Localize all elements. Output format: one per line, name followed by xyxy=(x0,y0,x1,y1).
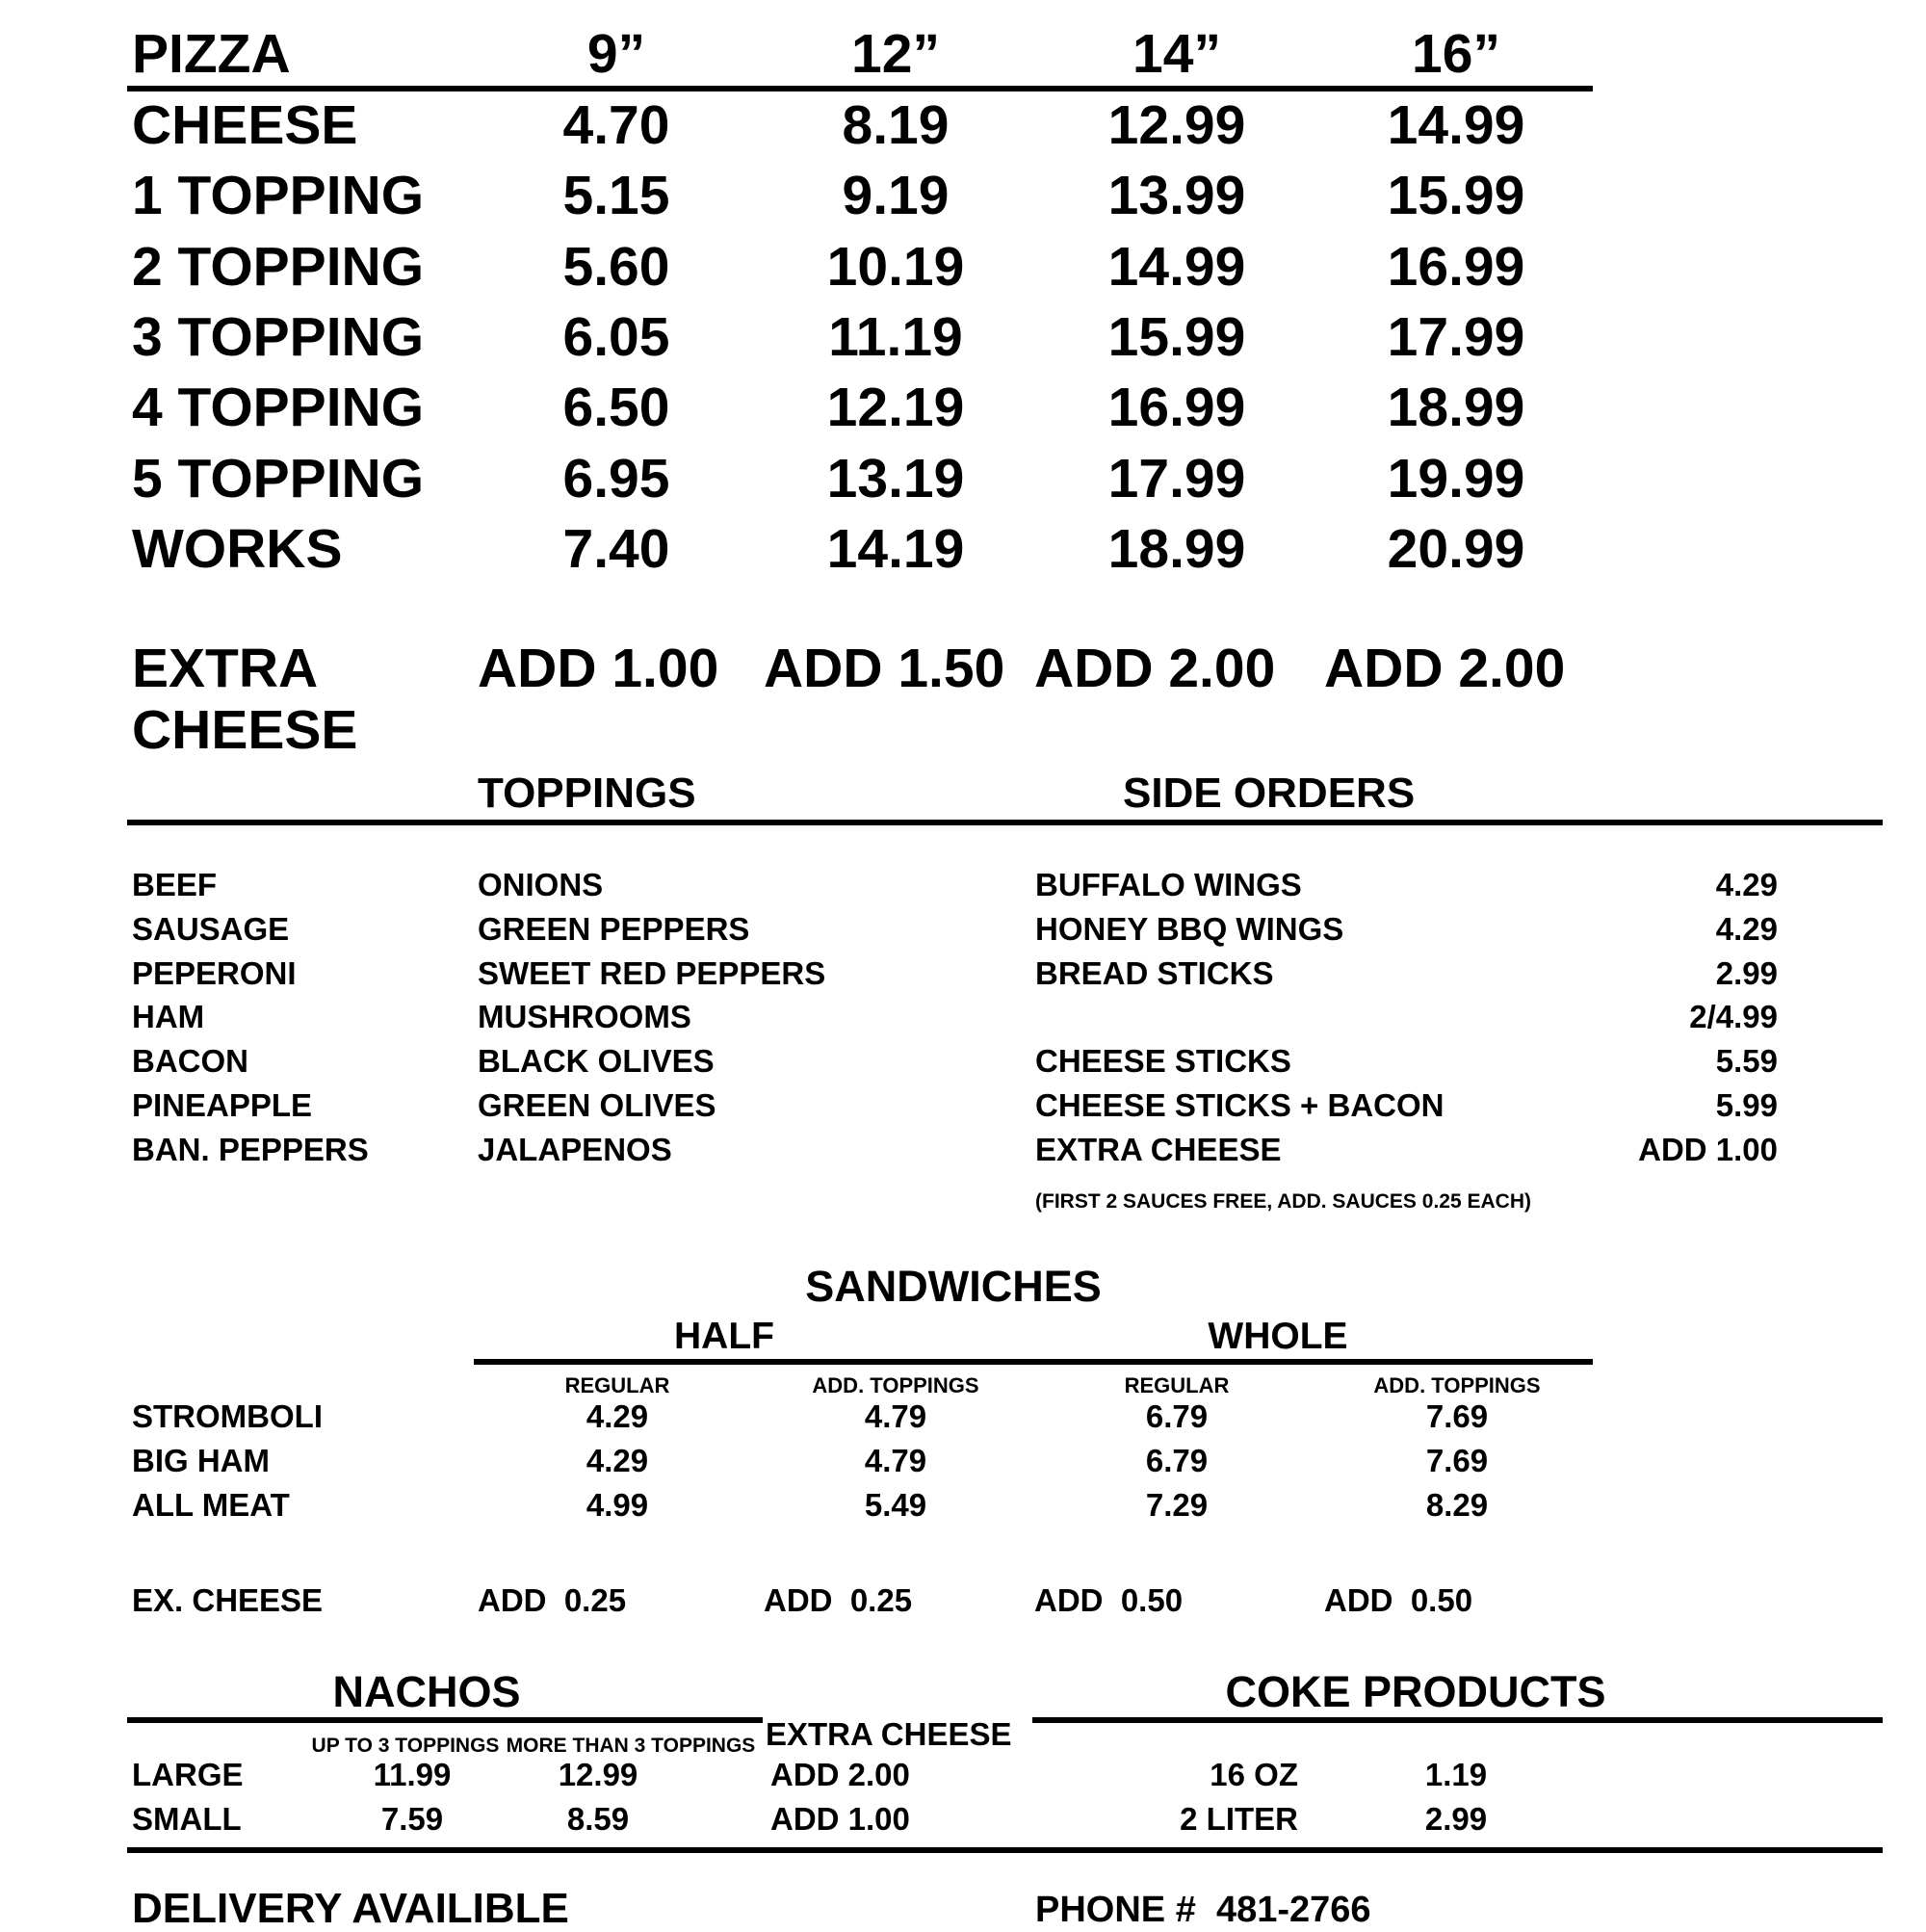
topping-item: SAUSAGE xyxy=(132,910,290,947)
side-order-price: 2.99 xyxy=(1715,954,1778,991)
side-order-price: 5.59 xyxy=(1715,1043,1778,1080)
pizza-size-16: 16” xyxy=(1412,23,1500,85)
sandwich-row-price: 6.79 xyxy=(1145,1442,1209,1478)
pizza-row-price: 19.99 xyxy=(1387,447,1525,509)
pizza-row-price: 6.50 xyxy=(562,377,670,439)
pizza-row-name: 5 TOPPING xyxy=(132,447,425,509)
side-order-name: EXTRA CHEESE xyxy=(1035,1131,1282,1167)
nacho-row-extra-cheese: ADD 1.00 xyxy=(770,1800,910,1837)
pizza-header-label: PIZZA xyxy=(132,23,291,85)
topping-item: BLACK OLIVES xyxy=(478,1043,715,1080)
pizza-row-price: 20.99 xyxy=(1387,517,1525,580)
side-order-price: 4.29 xyxy=(1715,910,1778,947)
pizza-row-price: 15.99 xyxy=(1387,165,1525,227)
pizza-row-price: 18.99 xyxy=(1387,377,1525,439)
coke-row-price: 1.19 xyxy=(1424,1757,1488,1792)
sandwiches-half-header: HALF xyxy=(674,1316,774,1357)
sandwich-row-price: 5.49 xyxy=(864,1486,927,1523)
sandwich-row-price: 7.69 xyxy=(1425,1442,1489,1478)
nacho-row-price: 7.59 xyxy=(380,1800,444,1837)
sandwich-row-name: STROMBOLI xyxy=(132,1398,323,1434)
sandwich-row-price: 7.69 xyxy=(1425,1398,1489,1434)
sandwich-row-price: 4.29 xyxy=(586,1442,649,1478)
extra-cheese-add-12: ADD 1.50 xyxy=(764,638,1005,699)
side-orders-title: SIDE ORDERS xyxy=(1123,770,1416,817)
nacho-row-price: 8.59 xyxy=(566,1800,630,1837)
pizza-row-price: 4.70 xyxy=(562,94,670,156)
topping-item: JALAPENOS xyxy=(478,1131,672,1167)
coke-row-size: 16 OZ xyxy=(1210,1757,1298,1792)
sandwich-row-price: 7.29 xyxy=(1145,1486,1209,1523)
pizza-row-price: 6.05 xyxy=(562,305,670,368)
nacho-row-name: SMALL xyxy=(132,1800,242,1837)
nachos-subheader-more-than-3: MORE THAN 3 TOPPINGS xyxy=(506,1735,756,1757)
sandwich-row-price: 6.79 xyxy=(1145,1398,1209,1434)
sandwich-ex-cheese-half-regular: ADD 0.25 xyxy=(478,1582,627,1618)
extra-cheese-add-14: ADD 2.00 xyxy=(1034,638,1276,699)
topping-item: BAN. PEPPERS xyxy=(132,1131,369,1167)
side-order-name: BREAD STICKS xyxy=(1035,954,1274,991)
extra-cheese-add-16: ADD 2.00 xyxy=(1324,638,1566,699)
pizza-row-price: 9.19 xyxy=(842,165,950,227)
pizza-row-name: 3 TOPPING xyxy=(132,305,425,368)
pizza-size-9: 9” xyxy=(586,23,646,85)
pizza-row-name: 1 TOPPING xyxy=(132,165,425,227)
nachos-subheader-up-to-3: UP TO 3 TOPPINGS xyxy=(311,1735,500,1757)
nacho-row-price: 12.99 xyxy=(558,1757,638,1792)
sandwich-ex-cheese-whole-toppings: ADD 0.50 xyxy=(1324,1582,1473,1618)
topping-item: GREEN OLIVES xyxy=(478,1087,716,1123)
topping-item: BEEF xyxy=(132,867,218,902)
pizza-row-price: 14.99 xyxy=(1387,94,1525,156)
delivery-available: DELIVERY AVAILIBLE xyxy=(132,1885,569,1932)
coke-rule xyxy=(1032,1717,1883,1723)
pizza-row-price: 16.99 xyxy=(1387,235,1525,298)
pizza-row-price: 12.19 xyxy=(826,377,965,439)
side-order-name: CHEESE STICKS + BACON xyxy=(1035,1087,1444,1123)
topping-item: GREEN PEPPERS xyxy=(478,910,750,947)
side-order-price: 2/4.99 xyxy=(1689,999,1778,1035)
pizza-row-price: 14.19 xyxy=(826,517,965,580)
topping-item: BACON xyxy=(132,1043,248,1080)
topping-item: HAM xyxy=(132,999,205,1035)
pizza-row-price: 15.99 xyxy=(1107,305,1246,368)
extra-cheese-label-line2: CHEESE xyxy=(132,699,358,761)
sandwich-subheader-whole-regular: REGULAR xyxy=(1124,1373,1230,1397)
pizza-row-price: 17.99 xyxy=(1107,447,1246,509)
toppings-rule xyxy=(127,820,1883,825)
coke-row-size: 2 LITER xyxy=(1180,1800,1298,1837)
pizza-row-price: 13.99 xyxy=(1107,165,1246,227)
pizza-header-rule xyxy=(127,86,1593,91)
extra-cheese-label-line1: EXTRA xyxy=(132,638,319,699)
sandwich-row-price: 4.99 xyxy=(586,1486,649,1523)
coke-title: COKE PRODUCTS xyxy=(1225,1667,1606,1716)
topping-item: SWEET RED PEPPERS xyxy=(478,954,826,991)
sandwich-row-name: BIG HAM xyxy=(132,1442,270,1478)
sandwich-row-price: 8.29 xyxy=(1425,1486,1489,1523)
nachos-title: NACHOS xyxy=(332,1667,521,1716)
pizza-row-price: 13.19 xyxy=(826,447,965,509)
pizza-row-price: 14.99 xyxy=(1107,235,1246,298)
pizza-row-price: 7.40 xyxy=(562,517,670,580)
pizza-row-name: CHEESE xyxy=(132,94,358,156)
sandwich-subheader-half-regular: REGULAR xyxy=(564,1373,670,1397)
bottom-rule xyxy=(127,1847,1883,1853)
sandwiches-whole-header: WHOLE xyxy=(1208,1316,1348,1357)
side-order-price: 5.99 xyxy=(1715,1087,1778,1123)
sandwich-row-name: ALL MEAT xyxy=(132,1486,290,1523)
sauces-note: (FIRST 2 SAUCES FREE, ADD. SAUCES 0.25 EACH) xyxy=(1035,1190,1531,1213)
topping-item: ONIONS xyxy=(478,867,604,902)
sandwiches-title: SANDWICHES xyxy=(805,1262,1102,1311)
pizza-row-price: 16.99 xyxy=(1107,377,1246,439)
nachos-rule xyxy=(127,1717,763,1723)
phone-number: PHONE # 481-2766 xyxy=(1035,1890,1371,1930)
topping-item: MUSHROOMS xyxy=(478,999,691,1035)
side-order-name: BUFFALO WINGS xyxy=(1035,867,1302,902)
pizza-row-price: 18.99 xyxy=(1107,517,1246,580)
topping-item: PEPERONI xyxy=(132,954,297,991)
pizza-row-name: WORKS xyxy=(132,517,343,580)
pizza-row-price: 17.99 xyxy=(1387,305,1525,368)
pizza-row-price: 5.60 xyxy=(562,235,670,298)
pizza-row-name: 2 TOPPING xyxy=(132,235,425,298)
pizza-row-price: 10.19 xyxy=(826,235,965,298)
coke-row-price: 2.99 xyxy=(1424,1800,1488,1837)
toppings-title: TOPPINGS xyxy=(478,770,696,817)
sandwiches-rule xyxy=(474,1359,1593,1365)
side-order-name: CHEESE STICKS xyxy=(1035,1043,1291,1080)
side-order-name: HONEY BBQ WINGS xyxy=(1035,910,1344,947)
sandwich-subheader-whole-toppings: ADD. TOPPINGS xyxy=(1373,1373,1541,1397)
pizza-row-price: 6.95 xyxy=(562,447,670,509)
side-order-price: ADD 1.00 xyxy=(1638,1131,1778,1167)
pizza-row-price: 12.99 xyxy=(1107,94,1246,156)
pizza-row-price: 5.15 xyxy=(562,165,670,227)
sandwich-row-price: 4.29 xyxy=(586,1398,649,1434)
side-order-price: 4.29 xyxy=(1715,867,1778,902)
sandwich-row-price: 4.79 xyxy=(864,1398,927,1434)
pizza-row-price: 11.19 xyxy=(828,305,963,368)
nacho-row-name: LARGE xyxy=(132,1757,244,1792)
extra-cheese-add-9: ADD 1.00 xyxy=(478,638,719,699)
sandwich-subheader-half-toppings: ADD. TOPPINGS xyxy=(812,1373,979,1397)
pizza-row-name: 4 TOPPING xyxy=(132,377,425,439)
pizza-size-12: 12” xyxy=(851,23,940,85)
sandwich-row-price: 4.79 xyxy=(864,1442,927,1478)
sandwich-ex-cheese-half-toppings: ADD 0.25 xyxy=(764,1582,913,1618)
nacho-row-extra-cheese: ADD 2.00 xyxy=(770,1757,910,1792)
sandwich-ex-cheese-label: EX. CHEESE xyxy=(132,1582,324,1618)
nachos-extra-cheese-label: EXTRA CHEESE xyxy=(766,1716,1012,1752)
nacho-row-price: 11.99 xyxy=(373,1757,452,1792)
sandwich-ex-cheese-whole-regular: ADD 0.50 xyxy=(1034,1582,1184,1618)
topping-item: PINEAPPLE xyxy=(132,1087,313,1123)
pizza-row-price: 8.19 xyxy=(842,94,950,156)
pizza-size-14: 14” xyxy=(1132,23,1221,85)
